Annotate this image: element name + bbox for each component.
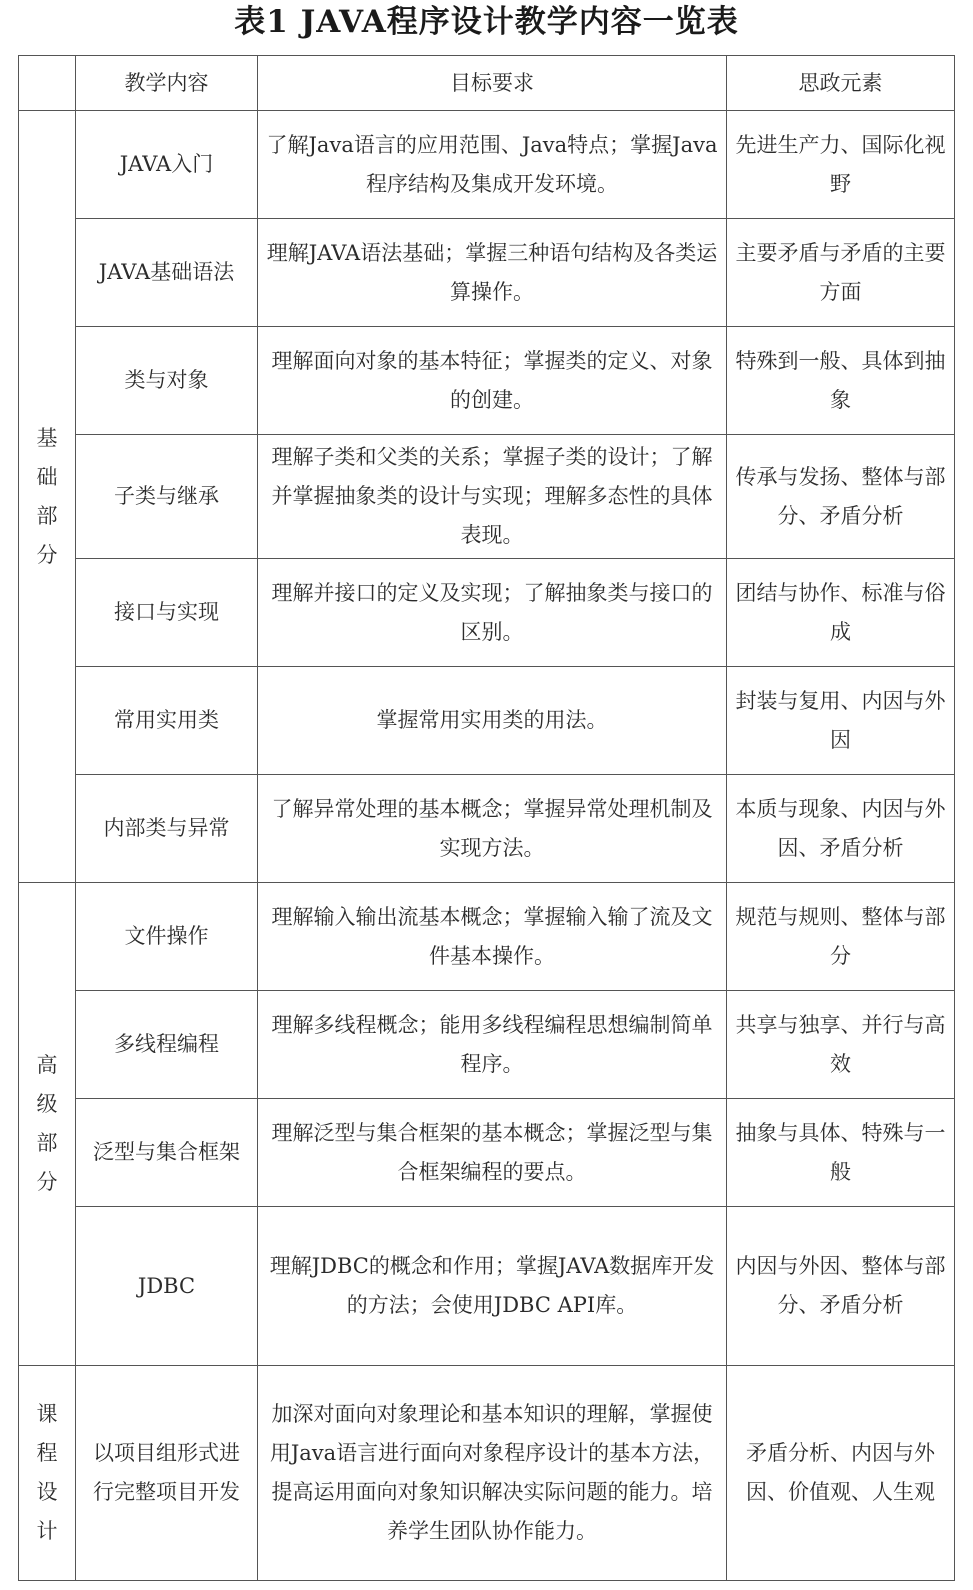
table-row	[19, 559, 955, 667]
goal-cell: 加深对面向对象理论和基本知识的理解，掌握使用Java语言进行面向对象程序设计的基本方法，提高运用面向对象知识解决实际问题的能力。培养学生团队协作能力。	[258, 1366, 727, 1581]
goal-cell: 理解子类和父类的关系；掌握子类的设计；了解并掌握抽象类的设计与实现；理解多态性的具体表现。	[258, 435, 727, 559]
section-label: 基础部分	[36, 425, 58, 567]
table-row	[19, 1366, 955, 1581]
elements-cell: 特殊到一般、具体到抽象	[727, 327, 955, 435]
table-row	[19, 775, 955, 883]
content-cell: 接口与实现	[76, 559, 258, 667]
header-content: 教学内容	[76, 56, 258, 111]
goal-cell: 了解异常处理的基本概念；掌握异常处理机制及实现方法。	[258, 775, 727, 883]
table-row	[19, 111, 955, 219]
goal-cell: 理解JDBC的概念和作用；掌握JAVA数据库开发的方法；会使用JDBC API库。	[258, 1207, 727, 1366]
elements-cell: 先进生产力、国际化视野	[727, 111, 955, 219]
goal-cell: 理解多线程概念；能用多线程编程思想编制简单程序。	[258, 991, 727, 1099]
elements-cell: 主要矛盾与矛盾的主要方面	[727, 219, 955, 327]
content-cell: 常用实用类	[76, 667, 258, 775]
table-title: 表1 JAVA程序设计教学内容一览表	[234, 4, 739, 40]
header-section	[19, 56, 76, 111]
section-label: 高级部分	[36, 1053, 58, 1194]
elements-cell: 矛盾分析、内因与外因、价值观、人生观	[727, 1366, 955, 1581]
goal-cell: 了解Java语言的应用范围、Java特点；掌握Java程序结构及集成开发环境。	[258, 111, 727, 219]
content-cell: JAVA基础语法	[76, 219, 258, 327]
table-row	[19, 883, 955, 991]
header-goal: 目标要求	[258, 56, 727, 111]
elements-cell: 封装与复用、内因与外因	[727, 667, 955, 775]
content-cell: 子类与继承	[76, 435, 258, 559]
section-cell-design	[19, 1366, 76, 1581]
content-cell: JDBC	[76, 1207, 258, 1366]
elements-cell: 传承与发扬、整体与部分、矛盾分析	[727, 435, 955, 559]
table-row	[19, 327, 955, 435]
table-row	[19, 435, 955, 559]
table-row	[19, 219, 955, 327]
elements-cell: 抽象与具体、特殊与一般	[727, 1099, 955, 1207]
elements-cell: 内因与外因、整体与部分、矛盾分析	[727, 1207, 955, 1366]
elements-cell: 规范与规则、整体与部分	[727, 883, 955, 991]
content-cell: JAVA入门	[76, 111, 258, 219]
elements-cell: 本质与现象、内因与外因、矛盾分析	[727, 775, 955, 883]
table-row	[19, 1207, 955, 1366]
goal-cell: 理解输入输出流基本概念；掌握输入输了流及文件基本操作。	[258, 883, 727, 991]
teaching-content-table	[18, 55, 955, 1581]
header-elements: 思政元素	[727, 56, 955, 111]
goal-cell: 理解面向对象的基本特征；掌握类的定义、对象的创建。	[258, 327, 727, 435]
content-cell: 多线程编程	[76, 991, 258, 1099]
content-cell: 以项目组形式进行完整项目开发	[76, 1366, 258, 1581]
elements-cell: 团结与协作、标准与俗成	[727, 559, 955, 667]
content-cell: 内部类与异常	[76, 775, 258, 883]
content-cell: 泛型与集合框架	[76, 1099, 258, 1207]
section-cell-advanced	[19, 883, 76, 1366]
section-label: 课程设计	[36, 1402, 58, 1543]
goal-cell: 理解并接口的定义及实现；了解抽象类与接口的区别。	[258, 559, 727, 667]
goal-cell: 理解JAVA语法基础；掌握三种语句结构及各类运算操作。	[258, 219, 727, 327]
goal-cell: 掌握常用实用类的用法。	[258, 667, 727, 775]
header-row	[19, 56, 955, 111]
table-row	[19, 1099, 955, 1207]
table-row	[19, 991, 955, 1099]
table-row	[19, 667, 955, 775]
content-cell: 类与对象	[76, 327, 258, 435]
goal-cell: 理解泛型与集合框架的基本概念；掌握泛型与集合框架编程的要点。	[258, 1099, 727, 1207]
content-cell: 文件操作	[76, 883, 258, 991]
section-cell-basic	[19, 111, 76, 883]
elements-cell: 共享与独享、并行与高效	[727, 991, 955, 1099]
